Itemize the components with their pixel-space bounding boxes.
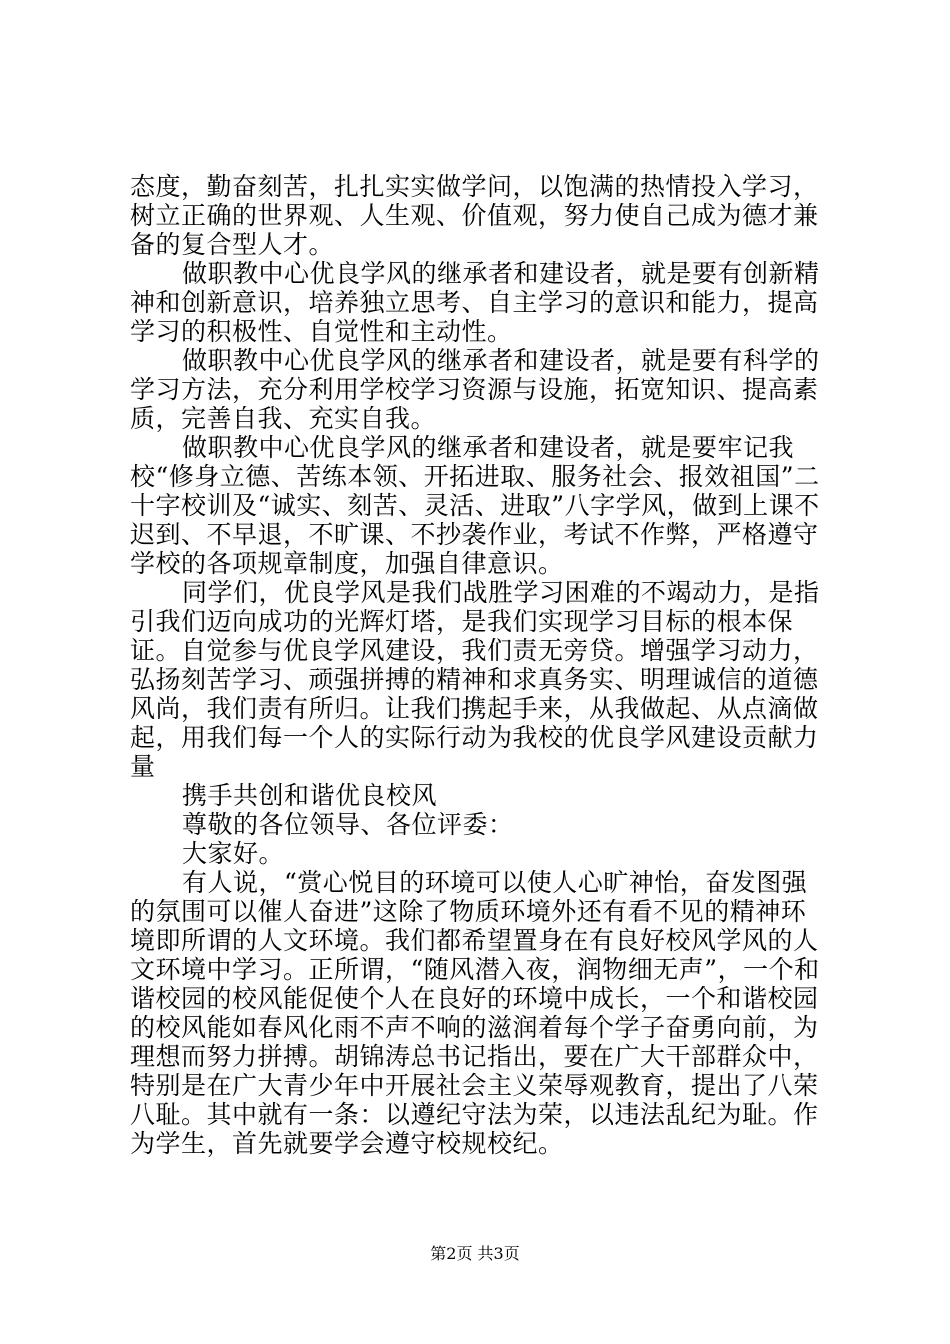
page-number: 第2页 共3页 <box>430 1244 520 1263</box>
paragraph-2: 做职教中心优良学风的继承者和建设者，就是要有创新精神和创新意识，培养独立思考、自主学习的意识和能力，提高学习的积极性、自觉性和主动性。 <box>130 259 820 346</box>
page-footer <box>0 1244 950 1264</box>
paragraph-9: 有人说，“赏心悦目的环境可以使人心旷神怡，奋发图强的氛围可以催人奋进”这除了物质环境外还有看不见的精神环境即所谓的人文环境。我们都希望置身在有良好校风学风的人文环境中学习。正所谓，“随风潜入夜，润物细无声”，一个和谐校园的校风能促使个人在良好的环境中成长，一个和谐校园的校风能如春风化雨不声不响的滋润着每个学子奋勇向前，为理想而努力拼搏。胡锦涛总书记指出，要在广大干部群众中，特别是在广大青少年中开展社会主义荣辱观教育，提出了八荣八耻。其中就有一条：以遵纪守法为荣，以违法乱纪为耻。作为学生，首先就要学会遵守校规校纪。 <box>130 868 820 1158</box>
paragraph-4: 做职教中心优良学风的继承者和建设者，就是要牢记我校“修身立德、苦练本领、开拓进取、服务社会、报效祖国”二十字校训及“诚实、刻苦、灵活、进取”八字学风，做到上课不迟到、不早退，不旷课、不抄袭作业，考试不作弊，严格遵守学校的各项规章制度，加强自律意识。 <box>130 433 820 578</box>
greeting: 大家好。 <box>182 839 285 868</box>
paragraph-1: 态度，勤奋刻苦，扎扎实实做学问，以饱满的热情投入学习，树立正确的世界观、人生观、价值观，努力使自己成为德才兼备的复合型人才。 <box>130 172 819 259</box>
document-body <box>130 172 830 1158</box>
salutation: 尊敬的各位领导、各位评委： <box>182 810 514 839</box>
section-title: 携手共创和谐优良校风 <box>182 781 438 810</box>
paragraph-3: 做职教中心优良学风的继承者和建设者，就是要有科学的学习方法，充分利用学校学习资源与设施，拓宽知识、提高素质，完善自我、充实自我。 <box>130 346 820 433</box>
paragraph-5: 同学们，优良学风是我们战胜学习困难的不竭动力，是指引我们迈向成功的光辉灯塔，是我们实现学习目标的根本保证。自觉参与优良学风建设，我们责无旁贷。增强学习动力，弘扬刻苦学习、顽强拼搏的精神和求真务实、明理诚信的道德风尚，我们责有所归。让我们携起手来，从我做起、从点滴做起，用我们每一个人的实际行动为我校的优良学风建设贡献力量 <box>130 578 820 781</box>
